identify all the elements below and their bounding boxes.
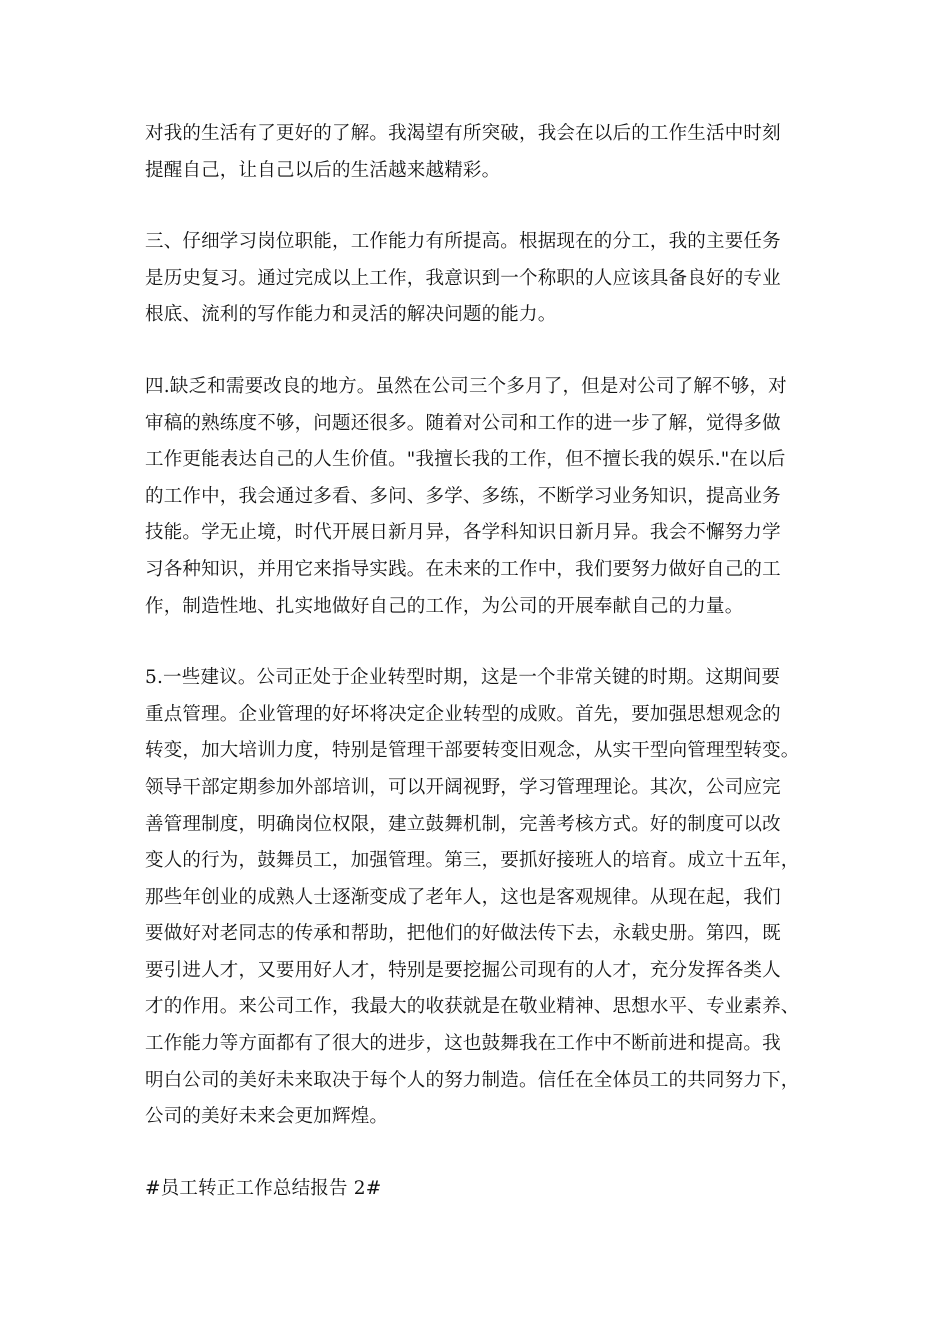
text-line: 工作能力等方面都有了很大的进步，这也鼓舞我在工作中不断前进和提高。我 xyxy=(145,1033,781,1055)
text-line: 那些年创业的成熟人士逐渐变成了老年人，这也是客观规律。从现在起，我们 xyxy=(145,886,781,908)
section-heading-text: #员工转正工作总结报告 2# xyxy=(145,1177,382,1199)
text-line: 审稿的熟练度不够，问题还很多。随着对公司和工作的进一步了解，觉得多做 xyxy=(145,412,781,434)
text-line: 5.一些建议。公司正处于企业转型时期，这是一个非常关键的时期。这期间要 xyxy=(145,667,781,689)
text-line: 领导干部定期参加外部培训，可以开阔视野，学习管理理论。其次，公司应完 xyxy=(145,776,781,798)
text-line: 作，制造性地、扎实地做好自己的工作，为公司的开展奉献自己的力量。 xyxy=(145,595,744,617)
text-line: 三、仔细学习岗位职能，工作能力有所提高。根据现在的分工，我的主要任务 xyxy=(145,231,781,253)
text-line: 要引进人才，又要用好人才，特别是要挖掘公司现有的人才，充分发挥各类人 xyxy=(145,959,781,981)
paragraph-4 xyxy=(145,660,810,1136)
text-line: 明白公司的美好未来取决于每个人的努力制造。信任在全体员工的共同努力下， xyxy=(145,1069,800,1091)
text-line: 是历史复习。通过完成以上工作，我意识到一个称职的人应该具备良好的专业 xyxy=(145,267,781,289)
text-line: 技能。学无止境，时代开展日新月异，各学科知识日新月异。我会不懈努力学 xyxy=(145,522,781,544)
text-line: 四.缺乏和需要改良的地方。虽然在公司三个多月了，但是对公司了解不够，对 xyxy=(145,375,787,397)
text-line: 工作更能表达自己的人生价值。"我擅长我的工作，但不擅长我的娱乐."在以后 xyxy=(145,449,786,471)
text-line: 根底、流利的写作能力和灵活的解决问题的能力。 xyxy=(145,304,557,326)
document-body xyxy=(145,116,810,1242)
paragraph-3 xyxy=(145,369,810,625)
text-line: 习各种知识，并用它来指导实践。在未来的工作中，我们要努力做好自己的工 xyxy=(145,558,781,580)
text-line: 重点管理。企业管理的好坏将决定企业转型的成败。首先，要加强思想观念的 xyxy=(145,703,781,725)
text-line: 提醒自己，让自己以后的生活越来越精彩。 xyxy=(145,159,501,181)
text-line: 对我的生活有了更好的了解。我渴望有所突破，我会在以后的工作生活中时刻 xyxy=(145,123,781,144)
text-line: 善管理制度，明确岗位权限，建立鼓舞机制，完善考核方式。好的制度可以改 xyxy=(145,813,781,835)
text-line: 的工作中，我会通过多看、多问、多学、多练，不断学习业务知识，提高业务 xyxy=(145,485,781,507)
text-line: 公司的美好未来会更加辉煌。 xyxy=(145,1106,389,1128)
paragraph-2 xyxy=(145,224,810,334)
paragraph-1 xyxy=(145,116,810,189)
text-line: 转变，加大培训力度，特别是管理干部要转变旧观念，从实干型向管理型转变。 xyxy=(145,740,800,762)
section-heading xyxy=(145,1171,810,1208)
text-line: 要做好对老同志的传承和帮助，把他们的好做法传下去，永载史册。第四，既 xyxy=(145,923,781,945)
text-line: 才的作用。来公司工作，我最大的收获就是在敬业精神、思想水平、专业素养、 xyxy=(145,996,800,1018)
text-line: 变人的行为，鼓舞员工，加强管理。第三，要抓好接班人的培育。成立十五年， xyxy=(145,850,800,872)
